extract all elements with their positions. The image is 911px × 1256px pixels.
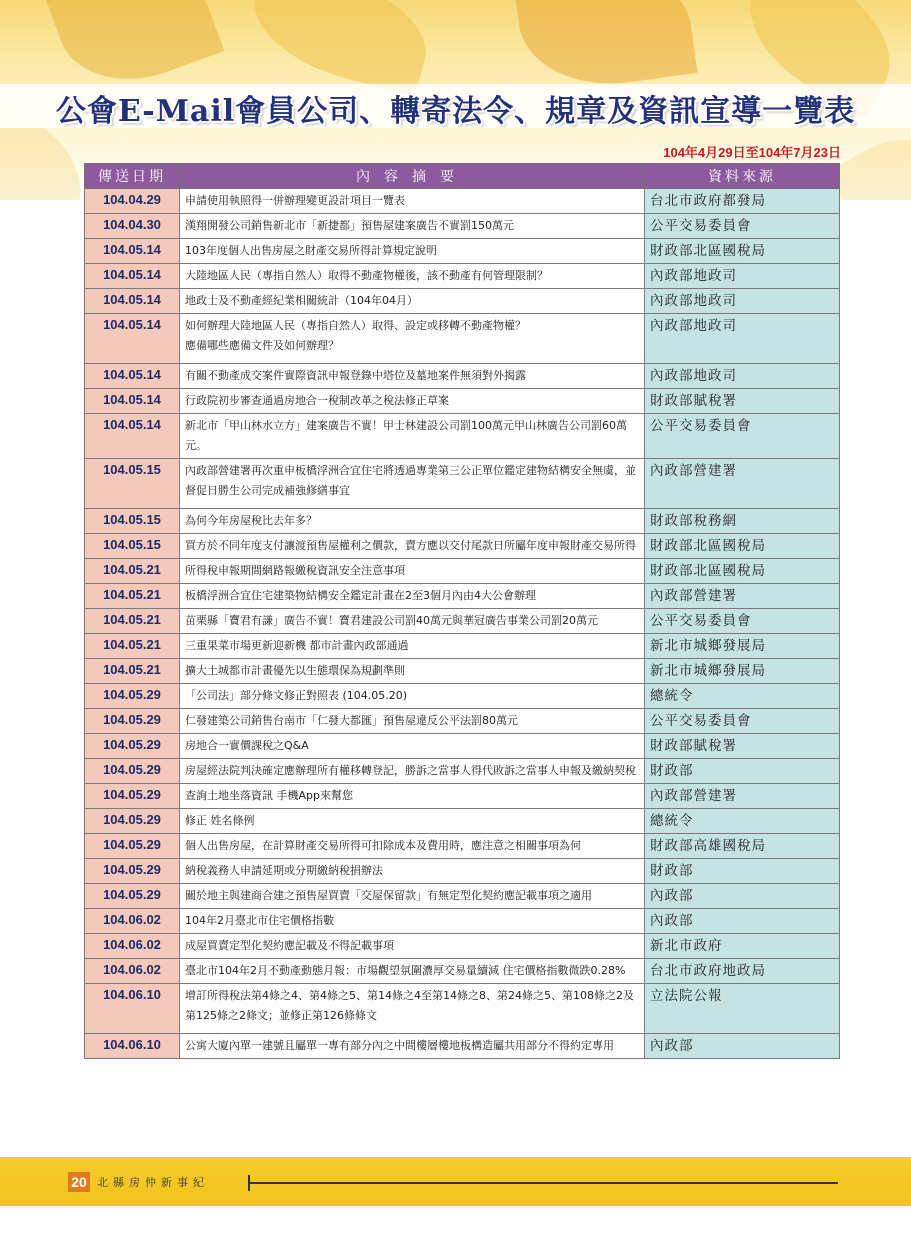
summary-cell: 臺北市104年2月不動產動態月報：市場觀望氛圍濃厚交易量續減 住宅價格指數微跌0.28% bbox=[180, 959, 645, 984]
table-row bbox=[85, 364, 840, 389]
date-cell: 104.05.21 bbox=[85, 559, 180, 584]
summary-cell: 仁發建築公司銷售台南市「仁發大都匯」預售屋違反公平法罰80萬元 bbox=[180, 709, 645, 734]
date-cell: 104.05.29 bbox=[85, 834, 180, 859]
source-cell: 財政部稅務網 bbox=[645, 509, 840, 534]
date-cell: 104.05.14 bbox=[85, 389, 180, 414]
bulletin-table bbox=[84, 163, 840, 1059]
source-cell: 立法院公報 bbox=[645, 984, 840, 1034]
leaf-decoration bbox=[512, 0, 697, 96]
date-cell: 104.05.29 bbox=[85, 809, 180, 834]
source-cell: 內政部 bbox=[645, 1034, 840, 1059]
source-cell: 公平交易委員會 bbox=[645, 709, 840, 734]
table-row bbox=[85, 809, 840, 834]
page-title: 公會E-Mail會員公司、轉寄法令、規章及資訊宣導一覽表 bbox=[55, 94, 856, 129]
date-cell: 104.05.15 bbox=[85, 509, 180, 534]
date-cell: 104.06.02 bbox=[85, 959, 180, 984]
date-cell: 104.06.10 bbox=[85, 984, 180, 1034]
date-cell: 104.06.02 bbox=[85, 934, 180, 959]
summary-cell: 新北市「甲山林水立方」建案廣告不實！甲士林建設公司罰100萬元甲山林廣告公司罰60萬元。 bbox=[180, 414, 645, 459]
summary-cell: 修正 姓名條例 bbox=[180, 809, 645, 834]
summary-cell: 漢翔開發公司銷售新北市「新捷都」預售屋建案廣告不實罰150萬元 bbox=[180, 214, 645, 239]
table-row bbox=[85, 289, 840, 314]
source-cell: 內政部地政司 bbox=[645, 264, 840, 289]
summary-cell: 增訂所得稅法第4條之4、第4條之5、第14條之4至第14條之8、第24條之5、第108條之2及第125條之2條文；並修正第126條條文 bbox=[180, 984, 645, 1034]
source-cell: 財政部 bbox=[645, 759, 840, 784]
date-cell: 104.05.14 bbox=[85, 264, 180, 289]
table-row bbox=[85, 634, 840, 659]
source-cell: 財政部 bbox=[645, 859, 840, 884]
source-cell: 新北市城鄉發展局 bbox=[645, 659, 840, 684]
summary-cell: 地政士及不動產經紀業相關統計（104年04月） bbox=[180, 289, 645, 314]
table-row bbox=[85, 834, 840, 859]
source-cell: 內政部營建署 bbox=[645, 584, 840, 609]
date-cell: 104.05.21 bbox=[85, 584, 180, 609]
table-row bbox=[85, 214, 840, 239]
table-row bbox=[85, 684, 840, 709]
table-header-row bbox=[85, 164, 840, 189]
source-cell: 內政部地政司 bbox=[645, 289, 840, 314]
table-row bbox=[85, 884, 840, 909]
table-row bbox=[85, 759, 840, 784]
table-row bbox=[85, 389, 840, 414]
date-cell: 104.05.15 bbox=[85, 459, 180, 509]
summary-cell: 擴大土城都市計畫優先以生態環保為規劃準則 bbox=[180, 659, 645, 684]
date-cell: 104.05.29 bbox=[85, 784, 180, 809]
summary-cell: 申請使用執照得一併辦理變更設計項目一覽表 bbox=[180, 189, 645, 214]
source-cell: 財政部北區國稅局 bbox=[645, 239, 840, 264]
source-cell: 財政部北區國稅局 bbox=[645, 534, 840, 559]
summary-cell: 個人出售房屋，在計算財產交易所得可扣除成本及費用時，應注意之相關事項為何 bbox=[180, 834, 645, 859]
date-cell: 104.04.29 bbox=[85, 189, 180, 214]
table-row bbox=[85, 1034, 840, 1059]
column-header-summary: 內容摘要 bbox=[180, 164, 645, 189]
date-cell: 104.05.29 bbox=[85, 859, 180, 884]
table-row bbox=[85, 414, 840, 459]
column-header-source: 資料來源 bbox=[645, 164, 840, 189]
page-number: 20 bbox=[68, 1172, 90, 1192]
source-cell: 內政部地政司 bbox=[645, 314, 840, 364]
table-row bbox=[85, 659, 840, 684]
date-cell: 104.06.02 bbox=[85, 909, 180, 934]
summary-cell: 三重果菜市場更新迎新機 都市計畫內政部通過 bbox=[180, 634, 645, 659]
source-cell: 內政部 bbox=[645, 884, 840, 909]
date-cell: 104.05.29 bbox=[85, 734, 180, 759]
date-cell: 104.05.14 bbox=[85, 289, 180, 314]
table-row bbox=[85, 189, 840, 214]
source-cell: 公平交易委員會 bbox=[645, 214, 840, 239]
source-cell: 內政部營建署 bbox=[645, 784, 840, 809]
date-cell: 104.04.30 bbox=[85, 214, 180, 239]
summary-cell: 有關不動產成交案件實際資訊申報登錄中塔位及墓地案件無須對外揭露 bbox=[180, 364, 645, 389]
source-cell: 財政部賦稅署 bbox=[645, 389, 840, 414]
source-cell: 公平交易委員會 bbox=[645, 414, 840, 459]
date-cell: 104.05.29 bbox=[85, 684, 180, 709]
table-row bbox=[85, 509, 840, 534]
source-cell: 新北市政府 bbox=[645, 934, 840, 959]
date-cell: 104.05.15 bbox=[85, 534, 180, 559]
source-cell: 台北市政府都發局 bbox=[645, 189, 840, 214]
table-row bbox=[85, 959, 840, 984]
table-row bbox=[85, 584, 840, 609]
table-row bbox=[85, 709, 840, 734]
magazine-name: 北縣房仲新事紀 bbox=[97, 1176, 209, 1189]
summary-cell: 苗栗縣「寶君有謙」廣告不實！寶君建設公司罰40萬元與華冠廣告事業公司罰20萬元 bbox=[180, 609, 645, 634]
summary-cell: 為何今年房屋稅比去年多？ bbox=[180, 509, 645, 534]
table-row bbox=[85, 609, 840, 634]
summary-cell: 查詢土地坐落資訊 手機App來幫您 bbox=[180, 784, 645, 809]
summary-cell: 大陸地區人民（專指自然人）取得不動產物權後，該不動產有何管理限制？ bbox=[180, 264, 645, 289]
source-cell: 總統令 bbox=[645, 809, 840, 834]
date-cell: 104.05.21 bbox=[85, 634, 180, 659]
date-cell: 104.05.14 bbox=[85, 314, 180, 364]
table-row bbox=[85, 314, 840, 364]
summary-cell: 板橋浮洲合宜住宅建築物結構安全鑑定計畫在2至3個月內由4大公會辦理 bbox=[180, 584, 645, 609]
date-cell: 104.05.29 bbox=[85, 759, 180, 784]
source-cell: 新北市城鄉發展局 bbox=[645, 634, 840, 659]
source-cell: 財政部北區國稅局 bbox=[645, 559, 840, 584]
table-row bbox=[85, 784, 840, 809]
summary-cell: 房地合一實價課稅之Q&A bbox=[180, 734, 645, 759]
summary-cell: 104年2月臺北市住宅價格指數 bbox=[180, 909, 645, 934]
summary-cell: 內政部營建署再次重申板橋浮洲合宜住宅將透過專業第三公正單位鑑定建物結構安全無虞，並督促日勝生公司完成補強修繕事宜 bbox=[180, 459, 645, 509]
table-row bbox=[85, 934, 840, 959]
date-cell: 104.05.14 bbox=[85, 414, 180, 459]
source-cell: 財政部高雄國稅局 bbox=[645, 834, 840, 859]
leaf-decoration bbox=[241, 0, 439, 97]
source-cell: 內政部 bbox=[645, 909, 840, 934]
date-cell: 104.05.29 bbox=[85, 884, 180, 909]
date-cell: 104.05.14 bbox=[85, 364, 180, 389]
footer-rule bbox=[248, 1182, 838, 1184]
table-row bbox=[85, 909, 840, 934]
table-row bbox=[85, 859, 840, 884]
summary-cell: 「公司法」部分條文修正對照表 (104.05.20) bbox=[180, 684, 645, 709]
source-cell: 內政部營建署 bbox=[645, 459, 840, 509]
table-row bbox=[85, 559, 840, 584]
summary-cell: 行政院初步審查通過房地合一稅制改革之稅法修正草案 bbox=[180, 389, 645, 414]
date-cell: 104.05.14 bbox=[85, 239, 180, 264]
source-cell: 財政部賦稅署 bbox=[645, 734, 840, 759]
table-row bbox=[85, 459, 840, 509]
table-row bbox=[85, 239, 840, 264]
source-cell: 內政部地政司 bbox=[645, 364, 840, 389]
date-cell: 104.05.29 bbox=[85, 709, 180, 734]
source-cell: 總統令 bbox=[645, 684, 840, 709]
summary-cell: 如何辦理大陸地區人民（專指自然人）取得、設定或移轉不動產物權？ 應備哪些應備文件及如何辦理？ bbox=[180, 314, 645, 364]
summary-cell: 納稅義務人申請延期或分期繳納稅捐辦法 bbox=[180, 859, 645, 884]
table-row bbox=[85, 734, 840, 759]
summary-cell: 公寓大廈內單一建號且屬單一專有部分內之中間樓層樓地板構造屬共用部分不得約定專用 bbox=[180, 1034, 645, 1059]
date-range: 104年4月29日至104年7月23日 bbox=[663, 145, 841, 160]
date-cell: 104.05.21 bbox=[85, 659, 180, 684]
column-header-date: 傳送日期 bbox=[85, 164, 180, 189]
source-cell: 公平交易委員會 bbox=[645, 609, 840, 634]
summary-cell: 房屋經法院判決確定應辦理所有權移轉登記，勝訴之當事人得代敗訴之當事人申報及繳納契稅 bbox=[180, 759, 645, 784]
summary-cell: 所得稅申報期間網路報繳稅資訊安全注意事項 bbox=[180, 559, 645, 584]
table-row bbox=[85, 264, 840, 289]
summary-cell: 買方於不同年度支付讓渡預售屋權利之價款，賣方應以交付尾款日所屬年度申報財產交易所得 bbox=[180, 534, 645, 559]
source-cell: 台北市政府地政局 bbox=[645, 959, 840, 984]
date-cell: 104.06.10 bbox=[85, 1034, 180, 1059]
summary-cell: 103年度個人出售房屋之財產交易所得計算規定說明 bbox=[180, 239, 645, 264]
summary-cell: 關於地主與建商合建之預售屋買賣「交屋保留款」有無定型化契約應記載事項之適用 bbox=[180, 884, 645, 909]
date-cell: 104.05.21 bbox=[85, 609, 180, 634]
table-row bbox=[85, 534, 840, 559]
table-row bbox=[85, 984, 840, 1034]
summary-cell: 成屋買賣定型化契約應記載及不得記載事項 bbox=[180, 934, 645, 959]
